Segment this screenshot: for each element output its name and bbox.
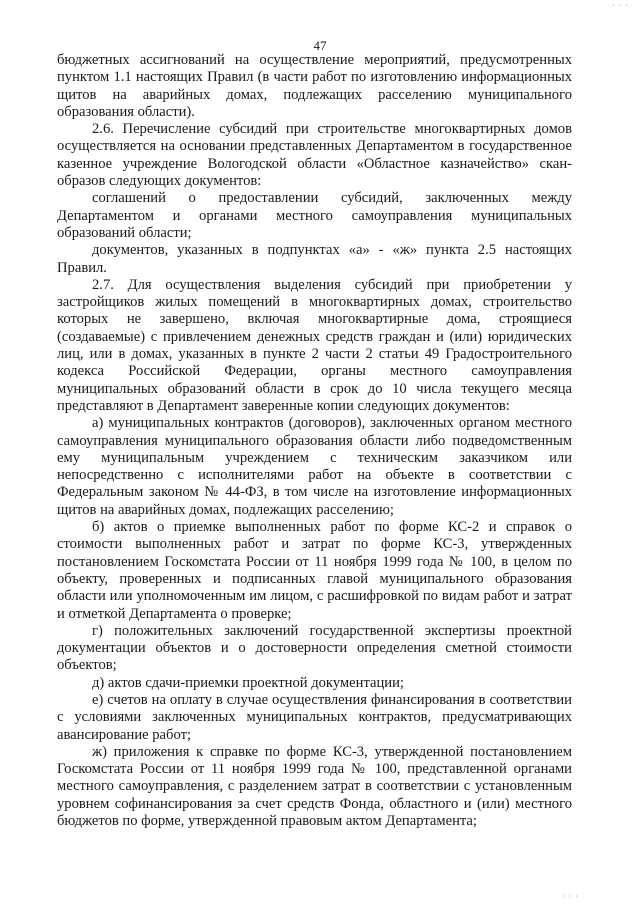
- list-item-d: д) актов сдачи-приемки проектной документации;: [92, 674, 404, 691]
- page-number: 47: [313, 38, 327, 53]
- scan-artifact-bottom: · · ·: [562, 892, 579, 901]
- list-item-a: а) муниципальных контрактов (договоров), заключенных органом местного самоуправления муниципального образования области либо подведомственным ему муниципальным учреждением с техническим заказчиком или непосредственно с исполнителями работ на объекте в соответствии с Федеральным законом № 44-ФЗ, в том числе на изготовление информационных щитов на аварийных домах, подлежащих расселению;: [57, 415, 572, 518]
- paragraph-continuation: бюджетных ассигнований на осуществление мероприятий, предусмотренных пунктом 1.1 настоящих Правил (в части работ по изготовлению информационных щитов на аварийных домах, подлежащих расселению муниципального образования области).: [57, 52, 572, 120]
- document-body: [57, 52, 572, 830]
- list-item-b: б) актов о приемке выполненных работ по форме КС-2 и справок о стоимости выполненных работ и затрат по форме КС-3, утвержденных постановлением Госкомстата России от 11 ноября 1999 года № 100, в целом по объекту, проверенных и подписанных главой муниципального образования области или уполномоченным им лицом, с расшифровкой по видам работ и затрат и отметкой Департамента о проверке;: [57, 519, 572, 622]
- paragraph-2-7: 2.7. Для осуществления выделения субсидий при приобретении у застройщиков жилых помещений в многоквартирных домах, строительство которых не завершено, включая многоквартирные дома, строящиеся (создаваемые) с привлечением денежных средств граждан и (или) юридических лиц, или в домах, указанных в пункте 2 части 2 статьи 49 Градостроительного кодекса Российской Федерации, органы местного самоуправления муниципальных образований области в срок до 10 числа текущего месяца представляют в Департамент заверенные копии следующих документов:: [57, 276, 572, 414]
- paragraph-2-6-agreements: соглашений о предоставлении субсидий, заключенных между Департаментом и органами местного самоуправления муниципальных образований области;: [57, 190, 572, 241]
- paragraph-2-6-documents: документов, указанных в подпунктах «а» - «ж» пункта 2.5 настоящих Правил.: [57, 242, 572, 276]
- scan-artifact-top: · · ·: [612, 1, 629, 10]
- list-item-e: е) счетов на оплату в случае осуществления финансирования в соответствии с условиями заключенных муниципальных контрактов, предусматривающих авансирование работ;: [57, 691, 572, 743]
- paragraph-2-6: 2.6. Перечисление субсидий при строительстве многоквартирных домов осуществляется на основании представленных Департаментом в государственное казенное учреждение Вологодской области «Областное казначейство» скан-образов следующих документов:: [57, 121, 572, 190]
- list-item-g: г) положительных заключений государственной экспертизы проектной документации объектов и о достоверности определения сметной стоимости объектов;: [57, 622, 572, 674]
- list-item-zh: ж) приложения к справке по форме КС-3, утвержденной постановлением Госкомстата России от 11 ноября 1999 года № 100, представленной органами местного самоуправления, с разделением затрат в соответствии с установленным уровнем софинансирования за счет средств Фонда, областного и (или) местного бюджетов по форме, утвержденной правовым актом Департамента;: [57, 743, 572, 830]
